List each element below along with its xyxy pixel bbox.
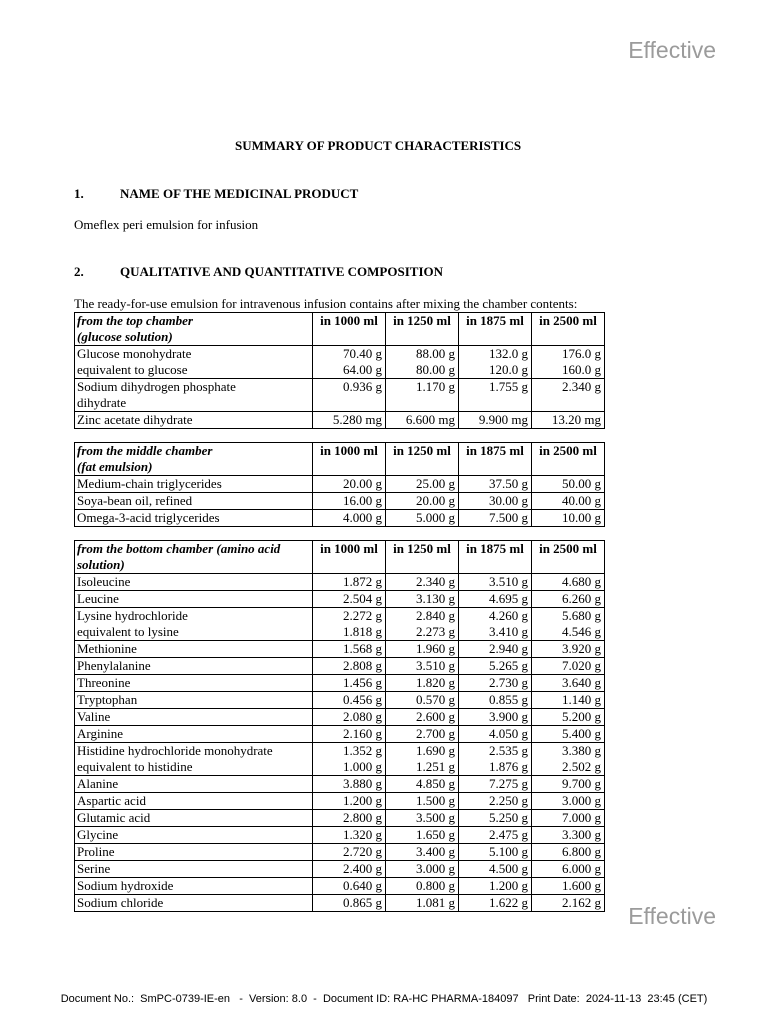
quantity-cell: 1.568 g: [313, 641, 386, 658]
table-row: [75, 675, 605, 692]
quantity-cell: 70.40 g 64.00 g: [313, 346, 386, 379]
section-1-title: NAME OF THE MEDICINAL PRODUCT: [120, 186, 359, 201]
quantity-cell: 3.640 g: [532, 675, 605, 692]
chamber-heading: from the top chamber (glucose solution): [75, 313, 313, 346]
quantity-cell: 1.352 g 1.000 g: [313, 743, 386, 776]
table-row: [75, 574, 605, 591]
ingredient-name: Sodium chloride: [75, 895, 313, 912]
quantity-cell: 3.500 g: [386, 810, 459, 827]
volume-column-header: in 1875 ml: [459, 443, 532, 476]
volume-column-header: in 2500 ml: [532, 313, 605, 346]
quantity-cell: 3.000 g: [532, 793, 605, 810]
quantity-cell: 2.475 g: [459, 827, 532, 844]
quantity-cell: 2.730 g: [459, 675, 532, 692]
table-header-row: [75, 313, 605, 346]
quantity-cell: 3.130 g: [386, 591, 459, 608]
quantity-cell: 10.00 g: [532, 510, 605, 527]
quantity-cell: 2.272 g 1.818 g: [313, 608, 386, 641]
composition-intro-text: The ready-for-use emulsion for intravenous infusion contains after mixing the chamber contents:: [74, 296, 578, 311]
document-footer: Document No.: SmPC-0739-IE-en - Version: 8.0 - Document ID: RA-HC PHARMA-184097 Print Date: 2024-11-13 23:45 (CET): [60, 993, 708, 1005]
quantity-cell: 2.535 g 1.876 g: [459, 743, 532, 776]
volume-column-header: in 1875 ml: [459, 541, 532, 574]
table-row: [75, 379, 605, 412]
quantity-cell: 2.160 g: [313, 726, 386, 743]
quantity-cell: 0.800 g: [386, 878, 459, 895]
quantity-cell: 50.00 g: [532, 476, 605, 493]
quantity-cell: 1.622 g: [459, 895, 532, 912]
middle-chamber-table: [74, 442, 605, 527]
ingredient-name: Histidine hydrochloride monohydrate equivalent to histidine: [75, 743, 313, 776]
table-row: [75, 692, 605, 709]
quantity-cell: 2.808 g: [313, 658, 386, 675]
quantity-cell: 3.510 g: [459, 574, 532, 591]
table-row: [75, 726, 605, 743]
quantity-cell: 5.400 g: [532, 726, 605, 743]
volume-column-header: in 1250 ml: [386, 443, 459, 476]
effective-watermark-top: Effective: [628, 37, 716, 63]
quantity-cell: 0.456 g: [313, 692, 386, 709]
quantity-cell: 1.500 g: [386, 793, 459, 810]
quantity-cell: 3.900 g: [459, 709, 532, 726]
quantity-cell: 3.300 g: [532, 827, 605, 844]
quantity-cell: 1.456 g: [313, 675, 386, 692]
volume-column-header: in 2500 ml: [532, 541, 605, 574]
section-2-title: QUALITATIVE AND QUANTITATIVE COMPOSITION: [120, 264, 444, 279]
quantity-cell: 2.840 g 2.273 g: [386, 608, 459, 641]
quantity-cell: 2.940 g: [459, 641, 532, 658]
ingredient-name: Glucose monohydrate equivalent to glucose: [75, 346, 313, 379]
table-row: [75, 878, 605, 895]
quantity-cell: 1.140 g: [532, 692, 605, 709]
quantity-cell: 1.755 g: [459, 379, 532, 412]
table-row: [75, 658, 605, 675]
ingredient-name: Omega-3-acid triglycerides: [75, 510, 313, 527]
quantity-cell: 4.260 g 3.410 g: [459, 608, 532, 641]
quantity-cell: 1.320 g: [313, 827, 386, 844]
ingredient-name: Phenylalanine: [75, 658, 313, 675]
quantity-cell: 1.200 g: [313, 793, 386, 810]
quantity-cell: 6.600 mg: [386, 412, 459, 429]
quantity-cell: 6.000 g: [532, 861, 605, 878]
quantity-cell: 7.500 g: [459, 510, 532, 527]
quantity-cell: 0.855 g: [459, 692, 532, 709]
quantity-cell: 0.570 g: [386, 692, 459, 709]
ingredient-name: Isoleucine: [75, 574, 313, 591]
quantity-cell: 2.700 g: [386, 726, 459, 743]
quantity-cell: 1.170 g: [386, 379, 459, 412]
table-row: [75, 591, 605, 608]
ingredient-name: Alanine: [75, 776, 313, 793]
ingredient-name: Valine: [75, 709, 313, 726]
quantity-cell: 2.800 g: [313, 810, 386, 827]
quantity-cell: 132.0 g 120.0 g: [459, 346, 532, 379]
quantity-cell: 3.000 g: [386, 861, 459, 878]
quantity-cell: 5.680 g 4.546 g: [532, 608, 605, 641]
quantity-cell: 5.250 g: [459, 810, 532, 827]
quantity-cell: 2.720 g: [313, 844, 386, 861]
chamber-heading: from the middle chamber (fat emulsion): [75, 443, 313, 476]
ingredient-name: Lysine hydrochloride equivalent to lysine: [75, 608, 313, 641]
quantity-cell: 4.000 g: [313, 510, 386, 527]
quantity-cell: 30.00 g: [459, 493, 532, 510]
table-row: [75, 608, 605, 641]
ingredient-name: Glycine: [75, 827, 313, 844]
quantity-cell: 6.800 g: [532, 844, 605, 861]
quantity-cell: 0.865 g: [313, 895, 386, 912]
volume-column-header: in 1000 ml: [313, 541, 386, 574]
quantity-cell: 37.50 g: [459, 476, 532, 493]
quantity-cell: 3.400 g: [386, 844, 459, 861]
table-header-row: [75, 541, 605, 574]
table-row: [75, 493, 605, 510]
quantity-cell: 9.900 mg: [459, 412, 532, 429]
table-row: [75, 510, 605, 527]
quantity-cell: 2.080 g: [313, 709, 386, 726]
quantity-cell: 2.504 g: [313, 591, 386, 608]
ingredient-name: Tryptophan: [75, 692, 313, 709]
quantity-cell: 3.920 g: [532, 641, 605, 658]
bottom-chamber-table: [74, 540, 605, 912]
ingredient-name: Sodium dihydrogen phosphate dihydrate: [75, 379, 313, 412]
ingredient-name: Medium-chain triglycerides: [75, 476, 313, 493]
quantity-cell: 3.880 g: [313, 776, 386, 793]
quantity-cell: 0.640 g: [313, 878, 386, 895]
volume-column-header: in 1875 ml: [459, 313, 532, 346]
quantity-cell: 2.600 g: [386, 709, 459, 726]
volume-column-header: in 1000 ml: [313, 313, 386, 346]
quantity-cell: 5.000 g: [386, 510, 459, 527]
quantity-cell: 88.00 g 80.00 g: [386, 346, 459, 379]
table-header-row: [75, 443, 605, 476]
quantity-cell: 5.265 g: [459, 658, 532, 675]
ingredient-name: Zinc acetate dihydrate: [75, 412, 313, 429]
quantity-cell: 2.162 g: [532, 895, 605, 912]
quantity-cell: 9.700 g: [532, 776, 605, 793]
table-row: [75, 793, 605, 810]
ingredient-name: Methionine: [75, 641, 313, 658]
quantity-cell: 7.275 g: [459, 776, 532, 793]
ingredient-name: Proline: [75, 844, 313, 861]
table-row: [75, 709, 605, 726]
top-chamber-table: [74, 312, 605, 429]
quantity-cell: 25.00 g: [386, 476, 459, 493]
quantity-cell: 1.650 g: [386, 827, 459, 844]
quantity-cell: 4.850 g: [386, 776, 459, 793]
chamber-heading: from the bottom chamber (amino acid solution): [75, 541, 313, 574]
volume-column-header: in 1000 ml: [313, 443, 386, 476]
quantity-cell: 4.050 g: [459, 726, 532, 743]
ingredient-name: Leucine: [75, 591, 313, 608]
table-row: [75, 827, 605, 844]
quantity-cell: 1.820 g: [386, 675, 459, 692]
quantity-cell: 2.340 g: [386, 574, 459, 591]
quantity-cell: 4.680 g: [532, 574, 605, 591]
quantity-cell: 13.20 mg: [532, 412, 605, 429]
table-row: [75, 861, 605, 878]
table-row: [75, 844, 605, 861]
ingredient-name: Aspartic acid: [75, 793, 313, 810]
quantity-cell: 1.872 g: [313, 574, 386, 591]
quantity-cell: 7.000 g: [532, 810, 605, 827]
ingredient-name: Sodium hydroxide: [75, 878, 313, 895]
table-row: [75, 641, 605, 658]
ingredient-name: Threonine: [75, 675, 313, 692]
volume-column-header: in 1250 ml: [386, 541, 459, 574]
quantity-cell: 0.936 g: [313, 379, 386, 412]
quantity-cell: 5.200 g: [532, 709, 605, 726]
section-1-number: 1.: [74, 186, 84, 201]
quantity-cell: 4.500 g: [459, 861, 532, 878]
section-2-number: 2.: [74, 264, 84, 279]
quantity-cell: 3.510 g: [386, 658, 459, 675]
quantity-cell: 1.690 g 1.251 g: [386, 743, 459, 776]
quantity-cell: 1.081 g: [386, 895, 459, 912]
quantity-cell: 2.340 g: [532, 379, 605, 412]
quantity-cell: 6.260 g: [532, 591, 605, 608]
table-row: [75, 476, 605, 493]
ingredient-name: Glutamic acid: [75, 810, 313, 827]
quantity-cell: 2.400 g: [313, 861, 386, 878]
effective-watermark-bottom: Effective: [628, 903, 716, 929]
quantity-cell: 40.00 g: [532, 493, 605, 510]
ingredient-name: Arginine: [75, 726, 313, 743]
quantity-cell: 7.020 g: [532, 658, 605, 675]
product-name-text: Omeflex peri emulsion for infusion: [74, 217, 259, 232]
volume-column-header: in 2500 ml: [532, 443, 605, 476]
quantity-cell: 20.00 g: [386, 493, 459, 510]
quantity-cell: 20.00 g: [313, 476, 386, 493]
quantity-cell: 176.0 g 160.0 g: [532, 346, 605, 379]
table-row: [75, 810, 605, 827]
volume-column-header: in 1250 ml: [386, 313, 459, 346]
table-row: [75, 776, 605, 793]
table-row: [75, 346, 605, 379]
table-row: [75, 895, 605, 912]
quantity-cell: 3.380 g 2.502 g: [532, 743, 605, 776]
quantity-cell: 4.695 g: [459, 591, 532, 608]
ingredient-name: Soya-bean oil, refined: [75, 493, 313, 510]
quantity-cell: 1.200 g: [459, 878, 532, 895]
quantity-cell: 5.100 g: [459, 844, 532, 861]
quantity-cell: 2.250 g: [459, 793, 532, 810]
quantity-cell: 5.280 mg: [313, 412, 386, 429]
quantity-cell: 1.600 g: [532, 878, 605, 895]
ingredient-name: Serine: [75, 861, 313, 878]
table-row: [75, 412, 605, 429]
quantity-cell: 1.960 g: [386, 641, 459, 658]
table-row: [75, 743, 605, 776]
quantity-cell: 16.00 g: [313, 493, 386, 510]
